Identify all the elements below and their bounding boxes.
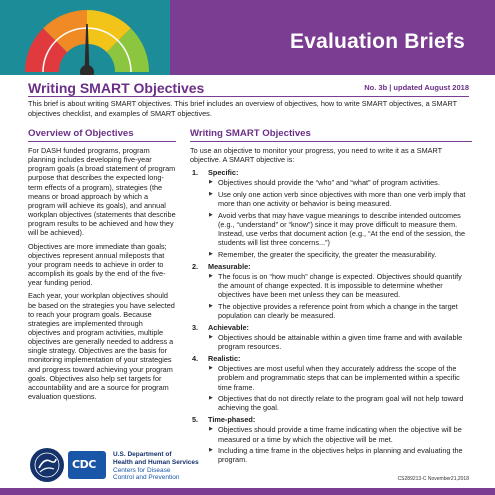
- bullet-item: [208, 211, 472, 247]
- criterion-bullets: [208, 178, 472, 258]
- criterion-number: 3.: [192, 322, 199, 332]
- bullet-text: Objectives are most useful when they accurately address the scope of the problem and programmatic steps that can be implemented within a specific time frame.: [218, 364, 460, 392]
- bullet-item: [208, 333, 472, 351]
- document-code: CS289213-C November21,2018: [397, 476, 469, 482]
- criterion-label: Realistic:: [208, 354, 241, 364]
- agency-name: [113, 451, 199, 482]
- bullet-item: [208, 364, 472, 391]
- title-divider: [28, 96, 469, 97]
- bullet-text: Objectives should be attainable within a given time frame and with available program resources.: [218, 333, 463, 352]
- bullet-item: [208, 302, 472, 320]
- centers-line-2: Control and Prevention: [113, 474, 180, 482]
- criterion-number: 2.: [192, 261, 199, 271]
- bullet-item: [208, 272, 472, 299]
- bullet-arrow-icon: ▶: [209, 334, 213, 340]
- criterion-bullets: [208, 364, 472, 412]
- bullet-arrow-icon: ▶: [209, 191, 213, 198]
- criterion-number: 1.: [192, 168, 199, 178]
- criterion-bullets: [208, 333, 472, 351]
- criterion-number: 5.: [192, 415, 199, 425]
- bullet-text: Objectives should provide the “who” and “what” of program activities.: [218, 178, 440, 188]
- smart-criterion: [190, 354, 472, 412]
- bullet-text: Use only one action verb since objectives with more than one verb imply that more than one activity or behavior is being measured.: [218, 190, 466, 209]
- dept-line-1: U.S. Department of: [113, 451, 172, 458]
- bullet-text: Remember, the greater the specificity, the greater the measurability.: [218, 249, 437, 259]
- smart-criterion: [190, 415, 472, 464]
- criterion-label: Time-phased:: [208, 415, 256, 425]
- smart-criterion: [190, 323, 472, 351]
- bullet-arrow-icon: ▶: [209, 211, 213, 218]
- centers-line-1: Centers for Disease: [113, 466, 171, 474]
- criterion-bullets: [208, 425, 472, 464]
- bullet-text: Objectives should provide a time frame indicating when the objective will be measured or a time by which the objective will be met.: [218, 425, 462, 444]
- bullet-text: Objectives that do not directly relate to the program goal will not help toward achieving the goal.: [218, 394, 464, 413]
- bullet-item: [208, 425, 472, 443]
- issue-date: No. 3b | updated August 2018: [364, 83, 469, 92]
- criterion-label: Specific:: [208, 168, 239, 178]
- bullet-text: The focus is on “how much” change is expected. Objectives should quantify the amount of change expected. It is impossible to determine whether objectives have been met unless they can be measured.: [218, 271, 462, 300]
- criterion-label: Measurable:: [208, 261, 251, 271]
- bullet-item: [208, 394, 472, 412]
- overview-paragraph: Each year, your workplan objectives should be based on the strategies you have selected to reach your program goals. Because strategies are implemented through objectives and program activities, multiple objectives are generally needed to address a single strategy. Objectives are the basis for monitoring implementation of your strategies and progress toward achieving your program goals. Objectives also help set targets for accountability and are a source for program evaluation questions.: [28, 291, 175, 402]
- hhs-seal-icon: [30, 448, 64, 482]
- cdc-logo: [68, 451, 106, 479]
- document-title: Writing SMART Objectives: [28, 80, 205, 96]
- bullet-text: Including a time frame in the objectives helps in planning and evaluating the program.: [218, 446, 463, 465]
- header-banner: [0, 0, 495, 75]
- dept-line-2: Health and Human Services: [113, 458, 199, 466]
- bullet-text: Avoid verbs that may have vague meanings to describe intended outcomes (e.g., “understand” or “know”) since it may prove difficult to measure them. Instead, use verbs that document action (e.g., “At the end of the session, the students will list three concerns...”): [218, 210, 466, 248]
- bullet-item: [208, 190, 472, 208]
- overview-paragraph: For DASH funded programs, program planning includes developing five-year program goals (a broad statement of program purpose that describes the expected long-term effects of a program), strategies (the means or broad approach by which a program will achieve its goals), and annual workplan objectives (statements that describe program results to be achieved and how they will be achieved).: [28, 146, 176, 238]
- bullet-arrow-icon: ▶: [209, 426, 213, 433]
- smart-criteria-list: [190, 168, 472, 464]
- overview-column: [28, 128, 176, 405]
- criterion-number: 4.: [192, 354, 199, 364]
- header-title: Evaluation Briefs: [290, 30, 465, 53]
- bullet-arrow-icon: ▶: [209, 365, 213, 372]
- smart-criterion: [190, 262, 472, 320]
- bullet-item: [208, 446, 472, 464]
- bullet-arrow-icon: ▶: [209, 179, 213, 186]
- bullet-text: The objective provides a reference point from which a change in the target population can clearly be measured.: [218, 301, 458, 320]
- smart-heading: Writing SMART Objectives: [190, 128, 472, 142]
- bullet-arrow-icon: ▶: [209, 395, 213, 402]
- bullet-arrow-icon: ▶: [209, 447, 213, 454]
- cdc-logo-text: CDC: [72, 458, 96, 471]
- speedometer-gauge-icon: [20, 0, 155, 75]
- criterion-label: Achievable:: [208, 322, 249, 332]
- bullet-item: [208, 250, 472, 259]
- overview-heading: Overview of Objectives: [28, 128, 176, 142]
- footer-bar: [0, 488, 495, 495]
- bullet-arrow-icon: ▶: [209, 302, 213, 309]
- overview-paragraph: Objectives are more immediate than goals; objectives represent annual mileposts that your program needs to achieve in order to accomplish its goals by the end of the five-year funding period.: [28, 241, 167, 288]
- criterion-bullets: [208, 272, 472, 320]
- intro-text: This brief is about writing SMART objectives. This brief includes an overview of objectives, how to write SMART objectives, a SMART objectives checklist, and examples of SMART objectives.: [28, 99, 457, 118]
- bullet-item: [208, 178, 472, 187]
- smart-column: [190, 128, 472, 467]
- smart-criterion: [190, 168, 472, 258]
- bullet-arrow-icon: ▶: [209, 272, 213, 279]
- bullet-arrow-icon: ▶: [209, 250, 213, 257]
- smart-intro: To use an objective to monitor your progress, you need to write it as a SMART objective. A SMART objective is:: [190, 146, 443, 165]
